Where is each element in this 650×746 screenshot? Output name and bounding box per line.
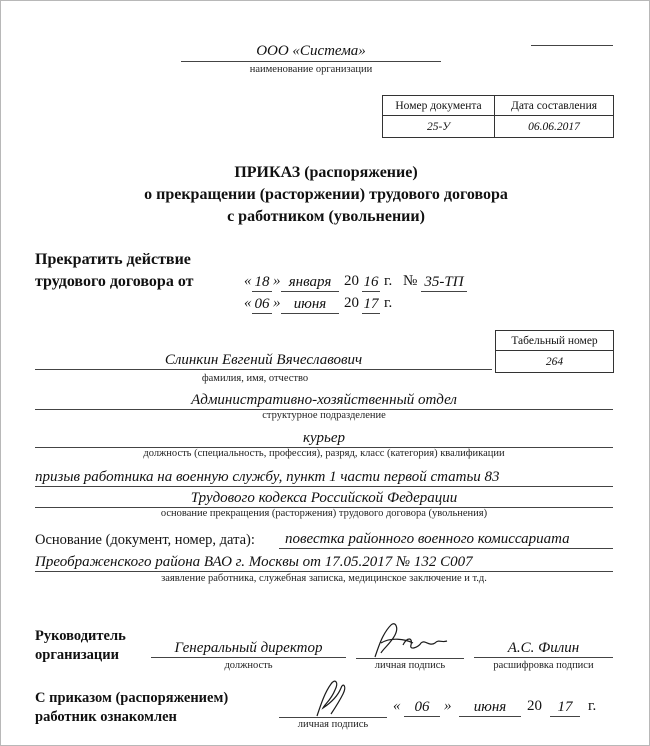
- head-label-1: Руководитель: [35, 628, 126, 644]
- acquainted-year-prefix: 20: [527, 698, 542, 714]
- grounds-caption: основание прекращения (расторжения) трудового договора (увольнения): [160, 508, 488, 519]
- organization-name: ООО «Система»: [256, 43, 366, 59]
- doc-date-header: Дата составления: [495, 96, 614, 116]
- employee-name: Слинкин Евгений Вячеславович: [35, 351, 492, 370]
- grounds-line-1: призыв работника на военную службу, пункт 1 части первой статьи 83: [35, 468, 613, 487]
- personnel-table: [495, 330, 614, 373]
- doc-number-header: Номер документа: [383, 96, 495, 116]
- dismissal-month: июня: [281, 295, 339, 314]
- acquainted-quote-close: »: [444, 698, 452, 714]
- dismissal-year: 17: [363, 296, 379, 312]
- contract-month: января: [281, 273, 339, 292]
- head-label-2: организации: [35, 647, 119, 663]
- head-decoding-caption: расшифровка подписи: [493, 660, 594, 671]
- dismissal-quote-open: «: [244, 295, 252, 311]
- document-table: [382, 95, 614, 138]
- acquainted-month: июня: [459, 698, 521, 717]
- head-signature: [361, 617, 451, 661]
- basis-line-2: Преображенского района ВАО г. Москвы от 17.05.2017 № 132 С007: [35, 553, 613, 572]
- acquainted-label-1: С приказом (распоряжением): [35, 690, 229, 706]
- acquainted-year: 17: [550, 698, 580, 717]
- terminate-label-2: трудового договора от: [35, 273, 194, 290]
- employee-signature-line: [279, 717, 387, 718]
- employee-position: курьер: [35, 429, 613, 448]
- head-position-caption: должность: [224, 660, 273, 671]
- head-signature-caption: личная подпись: [374, 660, 446, 671]
- head-signature-line: [356, 658, 464, 659]
- terminate-label-1: Прекратить действие: [35, 251, 191, 268]
- head-signature-scribble-icon: [361, 617, 451, 661]
- employee-signature-caption: личная подпись: [297, 719, 369, 730]
- head-position: Генеральный директор: [151, 639, 346, 658]
- personnel-header: Табельный номер: [496, 331, 614, 351]
- basis-line-1: повестка районного военного комиссариата: [279, 530, 613, 549]
- personnel-number: 264: [496, 351, 614, 373]
- acquainted-quote-open: «: [393, 698, 401, 714]
- contract-quote-open: «: [244, 273, 252, 289]
- title-line-1: ПРИКАЗ (распоряжение): [234, 164, 418, 181]
- title-line-3: с работником (увольнении): [227, 208, 425, 225]
- contract-year-prefix: 20: [344, 273, 359, 289]
- organization-caption: наименование организации: [249, 64, 373, 75]
- contract-quote-close: »: [273, 273, 281, 289]
- title-line-2: о прекращении (расторжении) трудового договора: [144, 186, 508, 203]
- contract-number: 35-ТП: [421, 273, 467, 292]
- doc-number-value: 25-У: [383, 116, 495, 138]
- contract-year: 16: [363, 274, 379, 290]
- employee-signature: [291, 674, 371, 718]
- employee-name-caption: фамилия, имя, отчество: [201, 373, 309, 384]
- grounds-line-2: Трудового кодекса Российской Федерации: [35, 489, 613, 508]
- employee-signature-scribble-icon: [291, 674, 371, 718]
- acquainted-label-2: работник ознакомлен: [35, 709, 177, 725]
- head-decoding: А.С. Филин: [474, 639, 613, 658]
- basis-caption: заявление работника, служебная записка, медицинское заключение и т.д.: [161, 573, 487, 584]
- contract-day: 18: [252, 273, 272, 292]
- employee-position-caption: должность (специальность, профессия), разряд, класс (категория) квалификации: [143, 448, 505, 459]
- basis-label: Основание (документ, номер, дата):: [35, 532, 255, 548]
- acquainted-day: 06: [404, 698, 440, 717]
- acquainted-year-suffix: г.: [588, 698, 597, 714]
- contract-year-suffix: г.: [384, 273, 393, 289]
- employee-department-caption: структурное подразделение: [262, 410, 386, 421]
- dismissal-year-suffix: г.: [384, 295, 393, 311]
- top-right-line: [531, 45, 613, 46]
- employee-department: Административно-хозяйственный отдел: [35, 391, 613, 410]
- doc-date-value: 06.06.2017: [495, 116, 614, 138]
- organization-line: [181, 61, 441, 62]
- contract-number-sign: №: [403, 273, 418, 289]
- dismissal-quote-close: »: [273, 295, 281, 311]
- dismissal-day: 06: [252, 295, 272, 314]
- dismissal-year-prefix: 20: [344, 295, 359, 311]
